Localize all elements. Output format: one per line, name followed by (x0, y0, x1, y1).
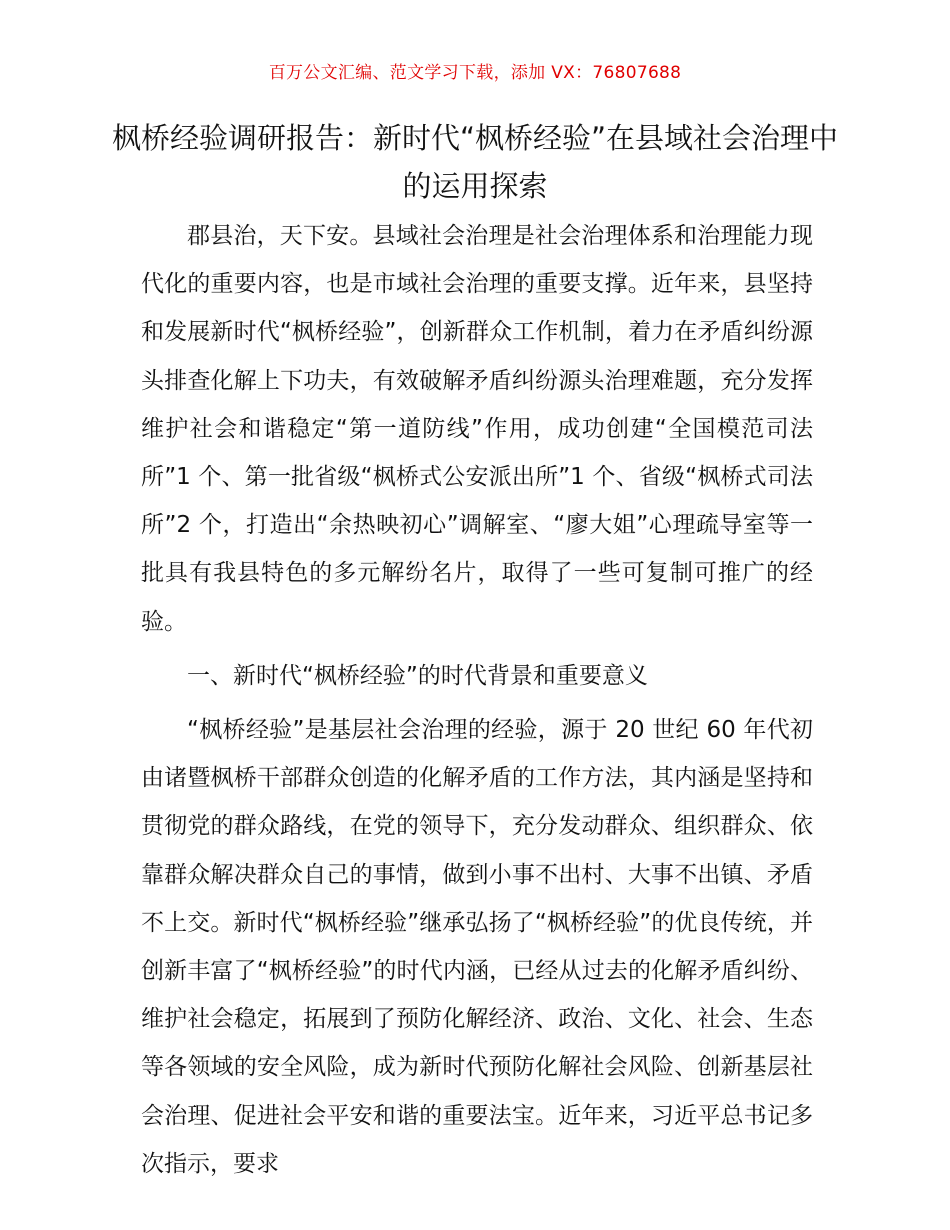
document-body (141, 212, 813, 1188)
document-title: 枫桥经验调研报告：新时代“枫桥经验”在县域社会治理中的运用探索 (111, 121, 839, 203)
paragraph-intro: 郡县治，天下安。县域社会治理是社会治理体系和治理能力现代化的重要内容，也是市域社会治理的重要支撑。近年来，县坚持和发展新时代“枫桥经验”，创新群众工作机制，着力在矛盾纠纷源头排查化解上下功夫，有效破解矛盾纠纷源头治理难题，充分发挥维护社会和谐稳定“第一道防线”作用，成功创建“全国模范司法所”1 个、第一批省级“枫桥式公安派出所”1 个、省级“枫桥式司法所”2 个，打造出“余热映初心”调解室、“廖大姐”心理疏导室等一批具有我县特色的多元解纷名片，取得了一些可复制可推广的经验。 (141, 223, 813, 635)
section-heading: 一、新时代“枫桥经验”的时代背景和重要意义 (187, 662, 648, 689)
paragraph-background: “枫桥经验”是基层社会治理的经验，源于 20 世纪 60 年代初由诸暨枫桥干部群众创造的化解矛盾的工作方法，其内涵是坚持和贯彻党的群众路线，在党的领导下，充分发动群众、组织群众、依靠群众解决群众自己的事情，做到小事不出村、大事不出镇、矛盾不上交。新时代“枫桥经验”继承弘扬了“枫桥经验”的优良传统，并创新丰富了“枫桥经验”的时代内涵，已经从过去的化解矛盾纠纷、维护社会稳定，拓展到了预防化解经济、政治、文化、社会、生态等各领域的安全风险，成为新时代预防化解社会风险、创新基层社会治理、促进社会平安和谐的重要法宝。近年来，习近平总书记多次指示，要求 (141, 717, 813, 1177)
header-watermark-note: 百万公文汇编、范文学习下载，添加 VX：76807688 (268, 63, 682, 83)
